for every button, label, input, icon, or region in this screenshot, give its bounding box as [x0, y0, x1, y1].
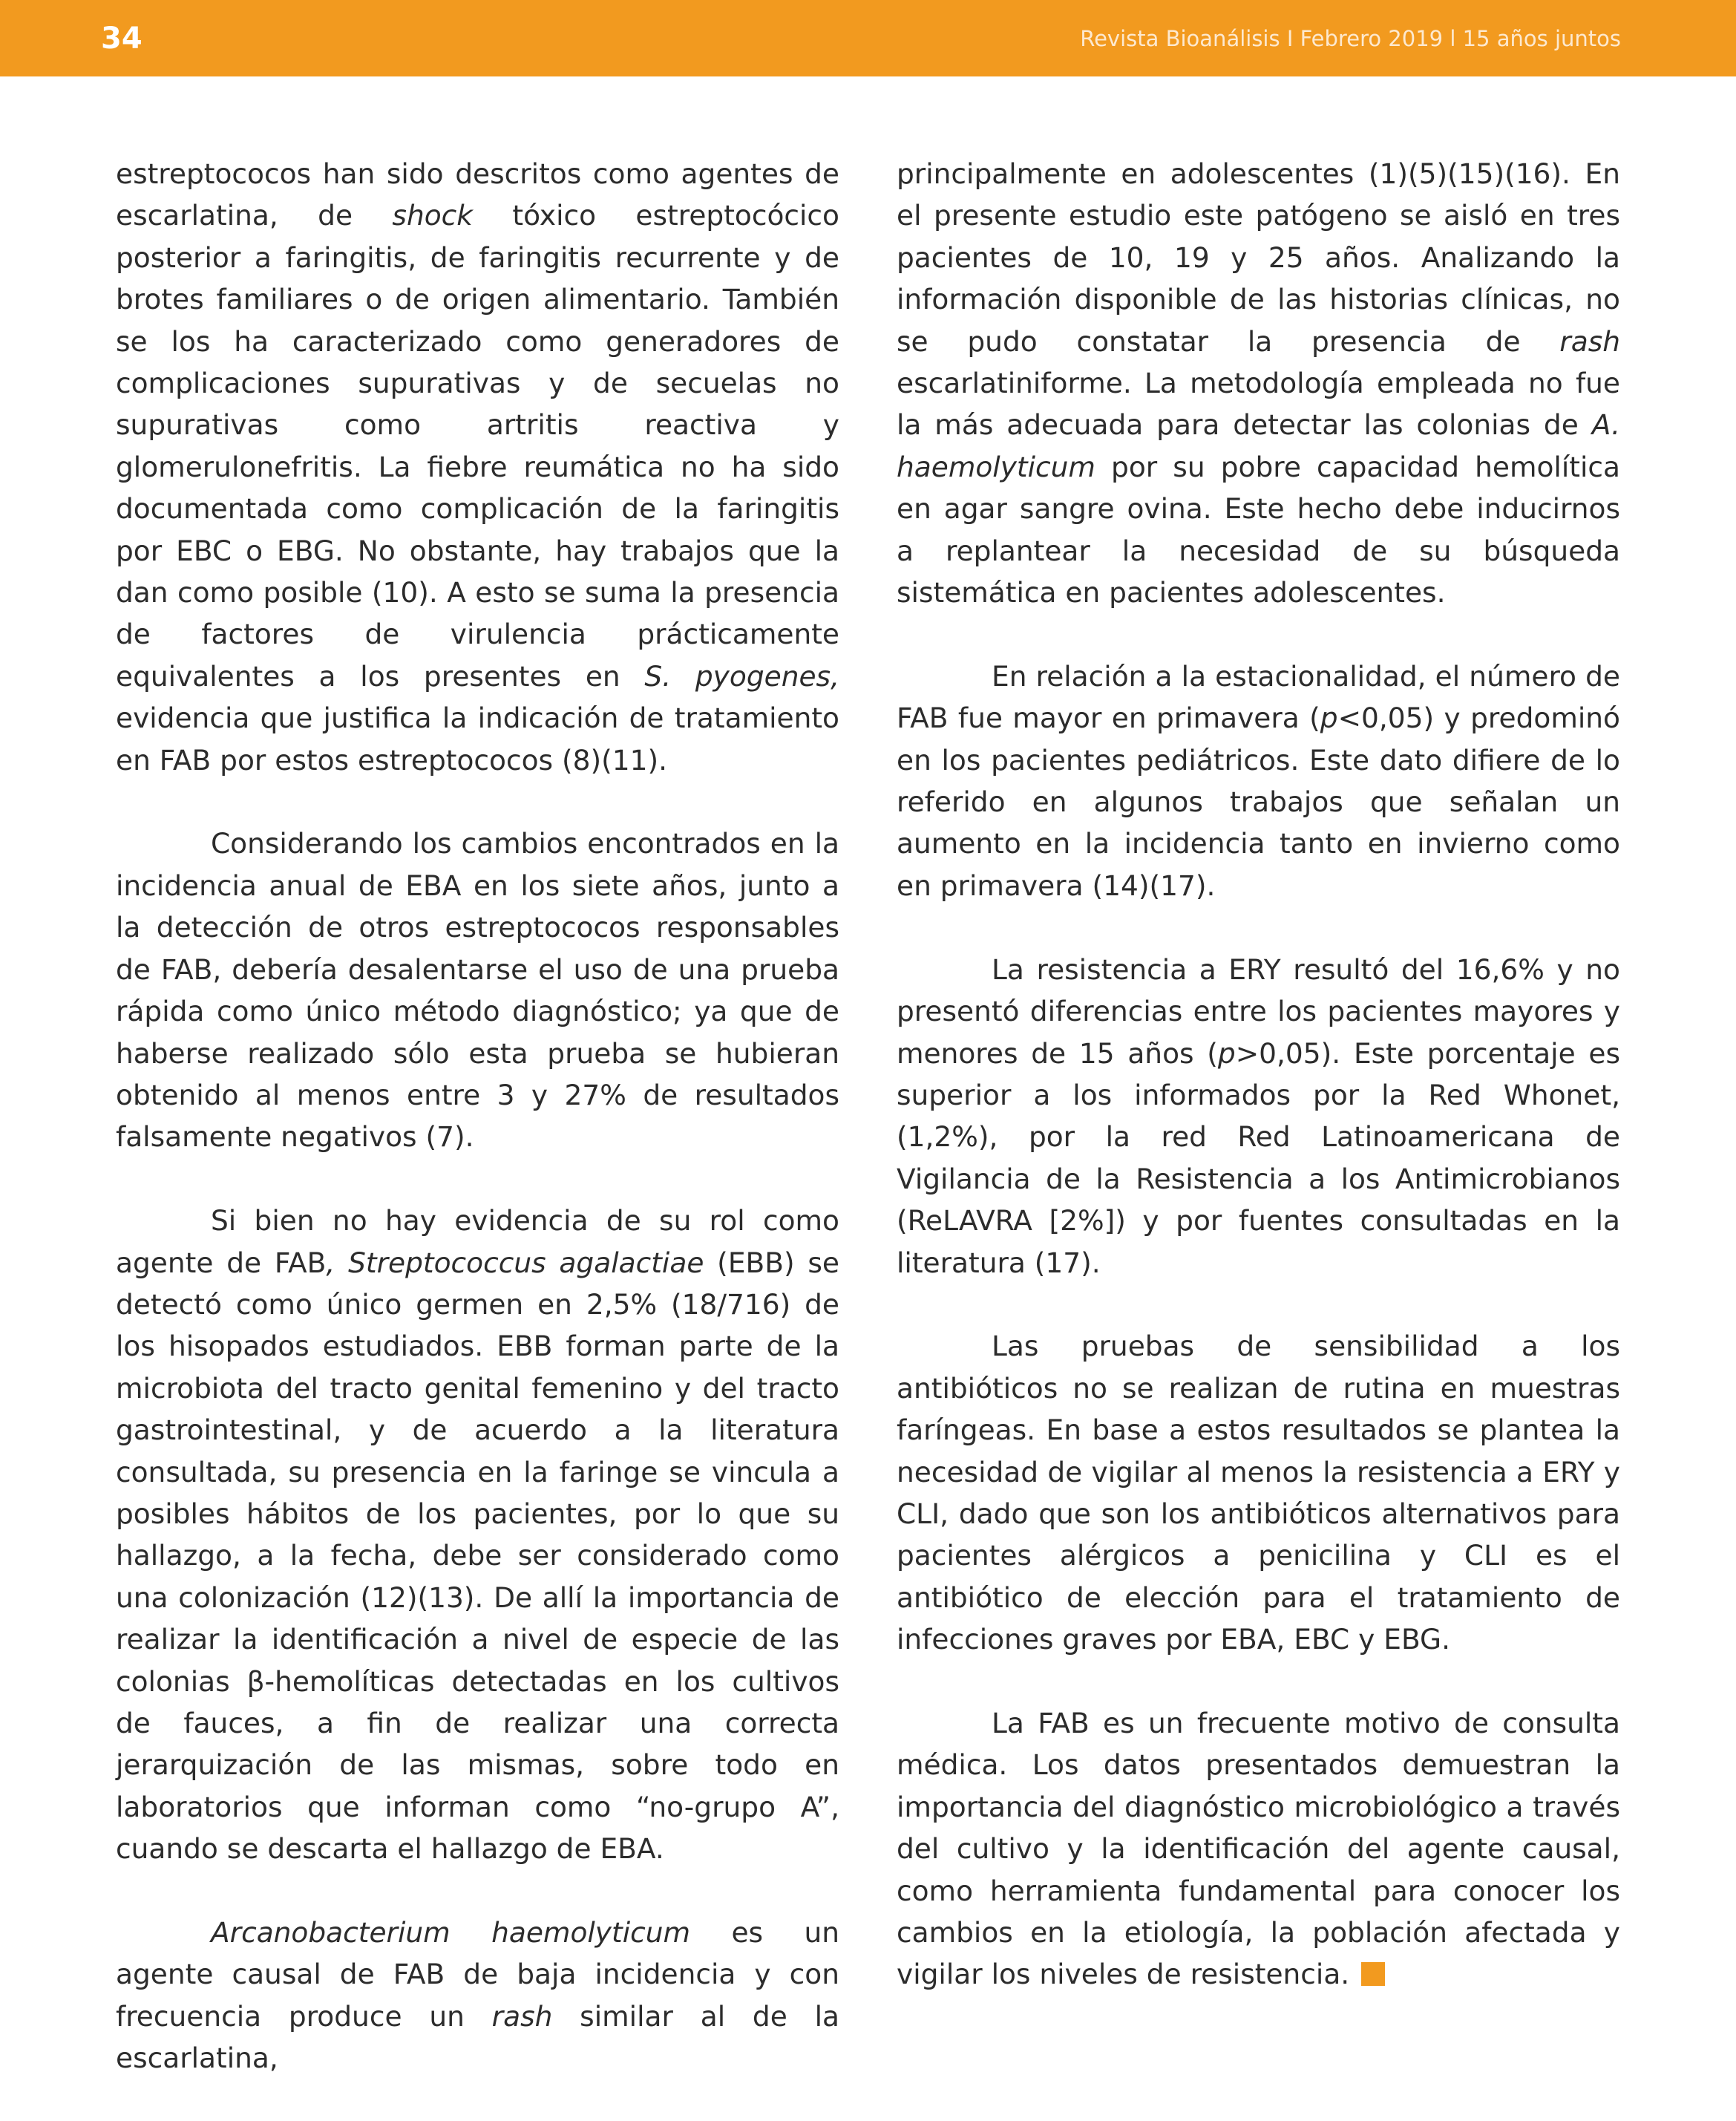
text-run: por su pobre capacidad hemolítica en agar sangre ovina. Este hecho debe inducirnos a replantear la necesidad de su búsqueda sistemática en pacientes adolescentes.: [897, 450, 1620, 609]
paragraph: [897, 1702, 1620, 1996]
paragraph: Considerando los cambios encontrados en la incidencia anual de EBA en los siete años, junto a la detección de otros estreptococos responsables de FAB, debería desalentarse el uso de una prueba rápida como único método diagnóstico; ya que de haberse realizado sólo esta prueba se hubieran obtenido al menos entre 3 y 27% de resultados falsamente negativos (7).: [116, 827, 839, 1154]
paragraph: [897, 153, 1620, 613]
text-run: estreptococos han sido descritos como agentes de escarlatina, de: [116, 157, 839, 232]
text-run: similar al de la escarlatina,: [116, 1999, 839, 2075]
italic-term: p: [1320, 702, 1338, 735]
right-column: [897, 153, 1620, 2037]
text-run: <0,05) y predominó en los pacientes pediátricos. Este dato difiere de lo referido en algunos trabajos que señalan un aumento en la incidencia tanto en invierno como en primavera (14)(17).: [897, 702, 1620, 902]
text-run: escarlatiniforme. La metodología empleada no fue la más adecuada para detectar las colonias de: [897, 367, 1620, 442]
italic-term: rash: [491, 1999, 553, 2033]
paragraph: [897, 949, 1620, 1284]
italic-term: A. haemolyticum: [897, 408, 1620, 483]
paragraph: [116, 1200, 839, 1870]
paragraph: Las pruebas de sensibilidad a los antibióticos no se realizan de rutina en muestras faríngeas. En base a estos resultados se plantea la necesidad de vigilar al menos la resistencia a ERY y CLI, dado que son los antibióticos alternativos para pacientes alérgicos a penicilina y CLI es el antibiótico de elección para el tratamiento de infecciones graves por EBA, EBC y EBG.: [897, 1330, 1620, 1656]
italic-term: Arcanobacterium haemolyticum: [211, 1916, 691, 1950]
italic-term: rash: [1559, 324, 1620, 358]
paragraph: [116, 1912, 839, 2079]
text-run: tóxico estreptocócico posterior a faringitis, de faringitis recurrente y de brotes familiares o de origen alimentario. También se los ha caracterizado como generadores de complicaciones supurativas y de secuelas no supurativas como artritis reactiva y glomerulonefritis. La fiebre reumática no ha sido documentada como complicación de la faringitis por EBC o EBG. No obstante, hay trabajos que la dan como posible (10). A esto se suma la presencia de factores de virulencia prácticamente equivalentes a los presentes en: [116, 199, 839, 693]
page-number: 34: [101, 22, 143, 56]
italic-term: , Streptococcus agalactiae: [326, 1246, 704, 1279]
italic-term: p: [1217, 1036, 1236, 1070]
italic-term: S. pyogenes,: [644, 659, 839, 693]
paragraph: [116, 153, 839, 781]
text-run: es un agente causal de FAB de baja incidencia y con frecuencia produce un: [116, 1916, 840, 2033]
text-run: evidencia que justifica la indicación de tratamiento en FAB por estos estreptococos (8)(11).: [116, 702, 839, 777]
text-run: La FAB es un frecuente motivo de consulta médica. Los datos presentados demuestran la importancia del diagnóstico microbiológico a través del cultivo y la identificación del agente causal, como herramienta fundamental para conocer los cambios en la etiología, la población afectada y vigilar los niveles de resistencia.: [897, 1706, 1620, 1991]
text-run: Si bien no hay evidencia de su rol como agente de FAB: [116, 1204, 839, 1279]
end-of-article-square-icon: [1361, 1962, 1385, 1986]
text-run: principalmente en adolescentes (1)(5)(15)(16). En el presente estudio este patógeno se aisló en tres pacientes de 10, 19 y 25 años. Analizando la información disponible de las historias clínicas, no se pudo constatar la presencia de: [897, 157, 1620, 358]
page-header: [0, 0, 1736, 76]
text-run: En relación a la estacionalidad, el número de FAB fue mayor en primavera (: [897, 659, 1620, 735]
italic-term: shock: [392, 199, 474, 232]
text-run: (EBB) se detectó como único germen en 2,5% (18/716) de los hisopados estudiados. EBB forman parte de la microbiota del tracto genital femenino y del tracto gastrointestinal, y de acuerdo a la literatura consultada, su presencia en la faringe se vincula a posibles hábitos de los pacientes, por lo que su hallazgo, a la fecha, debe ser considerado como una colonización (12)(13). De allí la importancia de realizar la identificación a nivel de especie de las colonias β-hemolíticas detectadas en los cultivos de fauces, a fin de realizar una correcta jerarquización de las mismas, sobre todo en laboratorios que informan como “no-grupo A”, cuando se descarta el hallazgo de EBA.: [116, 1246, 839, 1866]
text-run: >0,05). Este porcentaje es superior a los informados por la Red Whonet, (1,2%), por la red Red Latinoamericana de Vigilancia de la Resistencia a los Antimicrobianos (ReLAVRA [2%]) y por fuentes consultadas en la literatura (17).: [897, 1036, 1620, 1279]
running-title: Revista Bioanálisis I Febrero 2019 l 15 años juntos: [1080, 26, 1621, 51]
left-column: [116, 153, 839, 2121]
text-run: La resistencia a ERY resultó del 16,6% y no presentó diferencias entre los pacientes mayores y menores de 15 años (: [897, 952, 1620, 1070]
paragraph: [897, 656, 1620, 906]
